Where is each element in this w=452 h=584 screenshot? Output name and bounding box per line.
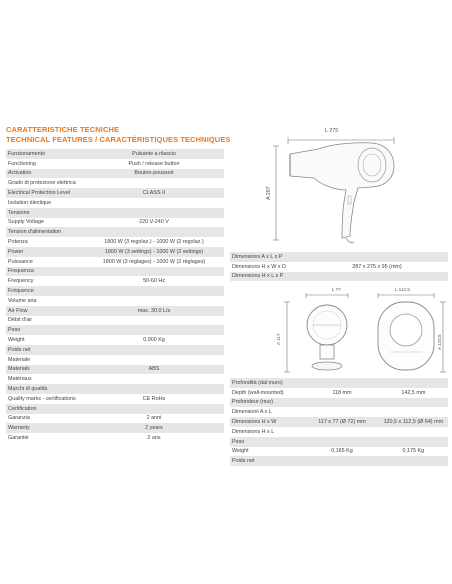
spec-row xyxy=(6,365,224,375)
dims-label: Dimensions H x L x P xyxy=(232,273,284,280)
holder-dims-label: Depth (wall-mounted) xyxy=(232,389,284,396)
spec-row xyxy=(6,394,224,404)
spec-row xyxy=(6,306,224,316)
spec-row xyxy=(6,188,224,198)
spec-label: Supply Voltage xyxy=(8,219,44,226)
spec-label: Materials xyxy=(8,366,30,373)
spec-row xyxy=(6,414,224,424)
holder-right-height-label: A 120,5 xyxy=(437,334,442,350)
holder-dims-row xyxy=(230,456,448,466)
holder-dims-row xyxy=(230,378,448,388)
spec-value: 220 V-240 V xyxy=(139,219,169,226)
spec-row xyxy=(6,178,224,188)
spec-row xyxy=(6,316,224,326)
spec-row xyxy=(6,384,224,394)
spec-label: Functioning xyxy=(8,160,36,167)
holder-dims-label: Profondità (dal muro) xyxy=(232,379,283,386)
dims-row xyxy=(230,272,448,282)
hair-dryer-drawing xyxy=(262,132,442,250)
spec-value: 1800 W (3 réglages) - 1000 W (2 réglages) xyxy=(102,258,206,265)
holder-dims-row xyxy=(230,388,448,398)
heading-italian: CARATTERISTICHE TECNICHE xyxy=(6,125,120,134)
holder-alt-value: 142,5 mm xyxy=(401,389,426,396)
spec-label: Potenza xyxy=(8,239,28,246)
spec-label: Peso xyxy=(8,327,21,334)
spec-value: Bouton-poussoir xyxy=(134,170,174,177)
spec-row xyxy=(6,227,224,237)
holder-dims-label: Peso xyxy=(232,438,245,445)
spec-row xyxy=(6,276,224,286)
holder-dims-label: Dimensioni A x L xyxy=(232,409,272,416)
spec-row xyxy=(6,286,224,296)
spec-value: 1800 W (3 regolaz.) - 1000 W (2 regolaz.) xyxy=(104,239,204,246)
spec-row xyxy=(6,149,224,159)
spec-label: Quality marks - certifications xyxy=(8,395,76,402)
holder-dims-row xyxy=(230,417,448,427)
spec-value: 0,900 Kg xyxy=(143,337,165,344)
spec-row xyxy=(6,345,224,355)
holder-dims-label: Profondeur (mur) xyxy=(232,399,274,406)
spec-row xyxy=(6,257,224,267)
spec-row xyxy=(6,433,224,443)
spec-row xyxy=(6,404,224,414)
dryer-height-label: A 287 xyxy=(266,186,272,200)
spec-row xyxy=(6,325,224,335)
spec-row xyxy=(6,198,224,208)
holder-dims-row xyxy=(230,398,448,408)
holder-dims-row xyxy=(230,437,448,447)
holder-front-value: 117 x 77 (Ø 72) mm xyxy=(318,419,366,426)
spec-row xyxy=(6,159,224,169)
holder-dims-row xyxy=(230,427,448,437)
spec-label: Marchi di qualità xyxy=(8,386,48,393)
dimensions-table-dryer xyxy=(230,252,448,281)
dryer-length-label: L 275 xyxy=(325,128,339,134)
holder-front-value: 0,165 Kg xyxy=(331,448,353,455)
spec-row xyxy=(6,355,224,365)
spec-label: Poids net xyxy=(8,346,31,353)
specs-table xyxy=(6,149,224,443)
spec-label: Volume aria xyxy=(8,297,37,304)
spec-value: 2 anni xyxy=(146,415,162,422)
spec-value: Pulsante a rilascio xyxy=(132,150,176,157)
spec-row xyxy=(6,267,224,277)
spec-row xyxy=(6,218,224,228)
spec-value: 2 years xyxy=(145,425,163,432)
holder-front-value: 118 mm xyxy=(332,389,352,396)
spec-label: Frequency xyxy=(8,278,34,285)
dims-value: 287 x 275 x 95 (mm) xyxy=(352,263,402,270)
spec-row xyxy=(6,237,224,247)
spec-label: Frequenza xyxy=(8,268,34,275)
spec-label: Tensione xyxy=(8,209,30,216)
spec-value: CE RoHs xyxy=(142,395,166,402)
spec-label: Air Flow xyxy=(8,307,28,314)
spec-value: 1800 W (3 settings) - 1000 W (2 settings) xyxy=(104,248,204,255)
spec-label: Weight xyxy=(8,337,25,344)
holder-dims-label: Weight xyxy=(232,448,249,455)
spec-label: Funzionamento xyxy=(8,150,46,157)
holder-right-width-label: L 112,5 xyxy=(395,287,410,292)
spec-row xyxy=(6,423,224,433)
dims-label: Dimensions A x L x P xyxy=(232,253,283,260)
wall-holder-alt-drawing xyxy=(370,292,450,376)
holder-left-height-label: A 117 xyxy=(276,333,281,345)
holder-dims-row xyxy=(230,407,448,417)
spec-row xyxy=(6,335,224,345)
spec-row xyxy=(6,296,224,306)
spec-label: Activation xyxy=(8,170,32,177)
dims-row xyxy=(230,262,448,272)
dims-label: Dimensions H x W x D xyxy=(232,263,286,270)
spec-value: max. 30,0 L/s xyxy=(137,307,171,314)
spec-label: Isolation électique xyxy=(8,199,52,206)
wall-holder-front-drawing xyxy=(282,292,362,376)
spec-label: Warranty xyxy=(8,425,30,432)
spec-row xyxy=(6,208,224,218)
spec-label: Electrical Protection Level xyxy=(8,190,71,197)
holder-dims-label: Poids net xyxy=(232,458,255,465)
spec-label: Power xyxy=(8,248,24,255)
spec-value: ABS xyxy=(148,366,160,373)
dims-row xyxy=(230,252,448,262)
spec-label: Garanzia xyxy=(8,415,30,422)
spec-label: Materiale xyxy=(8,356,31,363)
holder-left-width-label: L 77 xyxy=(332,287,341,292)
holder-dims-label: Dimensions H x W xyxy=(232,419,277,426)
holder-dims-row xyxy=(230,447,448,457)
heading-en-fr: TECHNICAL FEATURES / CARACTÉRISTIQUES TECHNIQUES xyxy=(6,135,231,144)
dimensions-table-holders xyxy=(230,378,448,466)
spec-label: Certification xyxy=(8,405,37,412)
spec-value: 50-60 Hz xyxy=(143,278,165,285)
spec-label: Débit d'air xyxy=(8,317,33,324)
spec-value: Push / release button xyxy=(128,160,180,167)
holder-alt-value: 120,5 x 112,5 (Ø 64) mm xyxy=(383,419,444,426)
spec-label: Garantie xyxy=(8,435,29,441)
spec-label: Tension d'alimentation xyxy=(8,229,62,236)
spec-label: Matériaux xyxy=(8,376,32,383)
spec-row xyxy=(6,374,224,384)
holder-dims-label: Dimensions H x L xyxy=(232,428,275,435)
spec-value: 2 ans xyxy=(147,435,161,441)
spec-value: CLASS II xyxy=(142,190,166,197)
spec-label: Fréquence xyxy=(8,288,34,295)
spec-row xyxy=(6,247,224,257)
spec-label: Grado di protezione elettrica xyxy=(8,180,76,187)
spec-row xyxy=(6,169,224,179)
spec-label: Puissance xyxy=(8,258,33,265)
holder-alt-value: 0,175 Kg xyxy=(402,448,425,455)
